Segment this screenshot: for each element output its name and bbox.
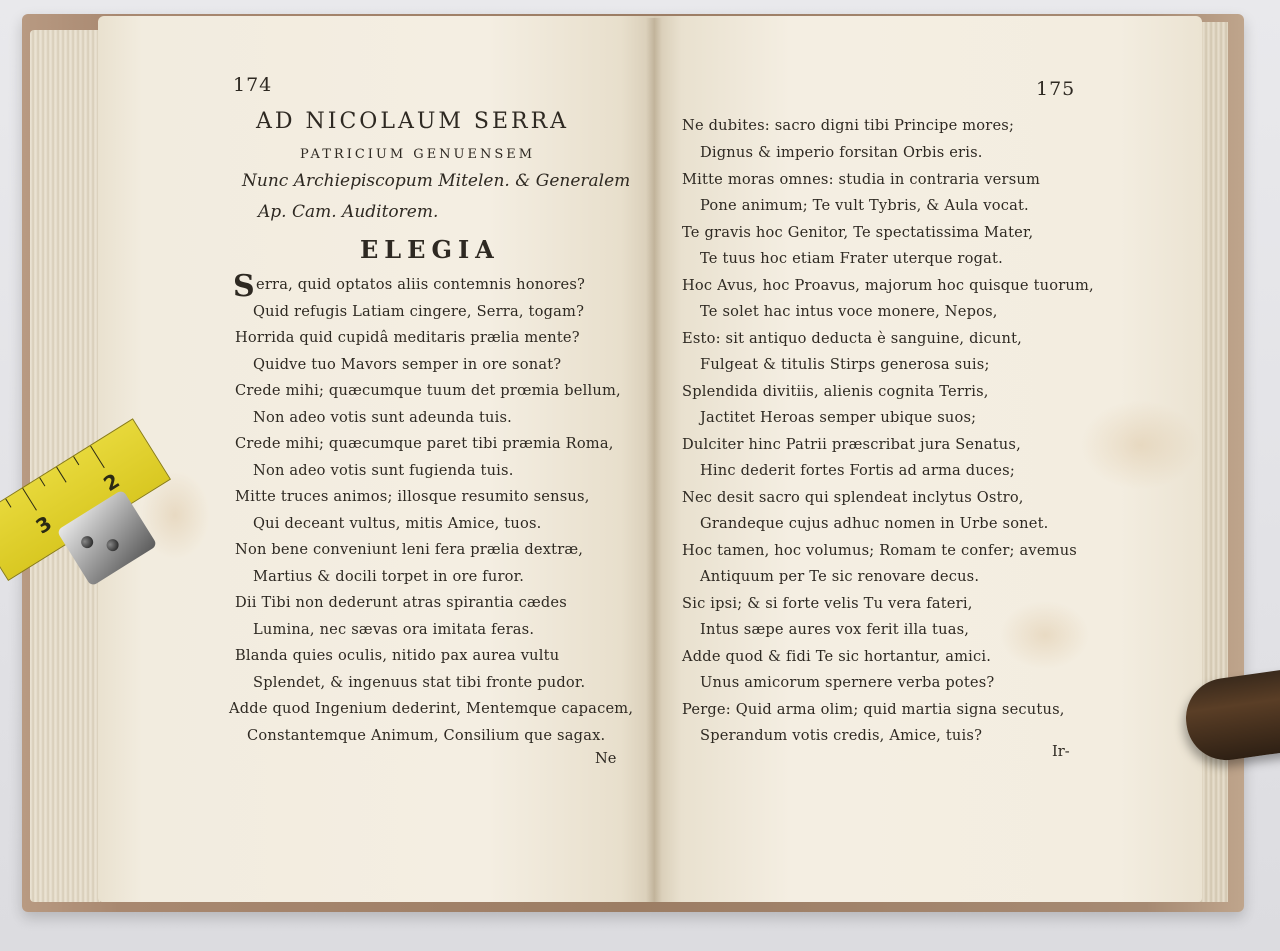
verse-line: Crede mihi; quæcumque tuum det prœmia bellum, xyxy=(235,382,621,399)
drop-cap: S xyxy=(233,269,255,304)
verse-line: Fulgeat & titulis Stirps generosa suis; xyxy=(700,356,990,373)
rivet-icon xyxy=(104,537,121,554)
verse-line: Grandeque cujus adhuc nomen in Urbe sonet. xyxy=(700,515,1049,532)
verse-line: Pone animum; Te vult Tybris, & Aula vocat. xyxy=(700,197,1029,214)
left-page-number: 174 xyxy=(233,74,273,96)
verse-line: Blanda quies oculis, nitido pax aurea vultu xyxy=(235,647,560,664)
section-heading: ELEGIA xyxy=(360,235,500,264)
tape-tick xyxy=(73,456,79,465)
tape-tick xyxy=(39,477,45,486)
verse-line: Splendet, & ingenuus stat tibi fronte pudor. xyxy=(253,674,586,691)
verse-line: Dignus & imperio forsitan Orbis eris. xyxy=(700,144,983,161)
poem-dedication-line-2: Ap. Cam. Auditorem. xyxy=(258,202,439,222)
verse-line: Dii Tibi non dederunt atras spirantia cædes xyxy=(235,594,567,611)
verse-line: Qui deceant vultus, mitis Amice, tuos. xyxy=(253,515,542,532)
verse-line: Horrida quid cupidâ meditaris prælia mente? xyxy=(235,329,580,346)
verse-line: Lumina, nec sævas ora imitata feras. xyxy=(253,621,535,638)
tape-number-3: 3 xyxy=(31,510,56,539)
verse-line: Non adeo votis sunt fugienda tuis. xyxy=(253,462,514,479)
verse-line: Sic ipsi; & si forte velis Tu vera fateri, xyxy=(682,595,973,612)
verse-line: Hoc tamen, hoc volumus; Romam te confer; avemus xyxy=(682,542,1077,559)
verse-line: Jactitet Heroas semper ubique suos; xyxy=(700,409,977,426)
poem-dedication-title: AD NICOLAUM SERRA xyxy=(256,109,570,134)
verse-line: Intus sæpe aures vox ferit illa tuas, xyxy=(700,621,970,638)
tape-number-2: 2 xyxy=(99,468,124,497)
verse-line: Te solet hac intus voce monere, Nepos, xyxy=(700,303,998,320)
verse-line: Quid refugis Latiam cingere, Serra, togam? xyxy=(253,303,585,320)
verse-line: erra, quid optatos aliis contemnis honores? xyxy=(256,276,586,293)
verse-line: Esto: sit antiquo deducta è sanguine, dicunt, xyxy=(682,330,1022,347)
verse-line: Antiquum per Te sic renovare decus. xyxy=(700,568,980,585)
tape-tick xyxy=(5,499,11,508)
verse-line: Mitte truces animos; illosque resumito sensus, xyxy=(235,488,590,505)
verse-line: Hoc Avus, hoc Proavus, majorum hoc quisque tuorum, xyxy=(682,277,1094,294)
verse-line: Nec desit sacro qui splendeat inclytus Ostro, xyxy=(682,489,1024,506)
verse-line: Hinc dederit fortes Fortis ad arma duces; xyxy=(700,462,1015,479)
page-edges-right xyxy=(1198,22,1228,902)
verse-line: Te gravis hoc Genitor, Te spectatissima Mater, xyxy=(682,224,1034,241)
verse-line: Quidve tuo Mavors semper in ore sonat? xyxy=(253,356,562,373)
rivet-icon xyxy=(79,534,96,551)
verse-line: Crede mihi; quæcumque paret tibi præmia Roma, xyxy=(235,435,614,452)
right-catchword: Ir- xyxy=(1052,743,1070,760)
poem-dedication-line-1: Nunc Archiepiscopum Mitelen. & Generalem xyxy=(242,171,631,191)
verse-line: Non bene conveniunt leni fera prælia dextræ, xyxy=(235,541,584,558)
tape-tick xyxy=(22,488,37,511)
verse-line: Non adeo votis sunt adeunda tuis. xyxy=(253,409,512,426)
stain xyxy=(1000,600,1090,670)
verse-line: Mitte moras omnes: studia in contraria versum xyxy=(682,171,1041,188)
verse-line: Unus amicorum spernere verba potes? xyxy=(700,674,995,691)
verse-line: Adde quod Ingenium dederint, Mentemque capacem, xyxy=(229,700,634,717)
right-page-number: 175 xyxy=(1036,78,1076,100)
verse-line: Splendida divitiis, alienis cognita Terris, xyxy=(682,383,989,400)
left-catchword: Ne xyxy=(595,750,617,767)
verse-line: Martius & docili torpet in ore furor. xyxy=(253,568,525,585)
tape-tick xyxy=(90,446,105,469)
book-gutter xyxy=(646,18,662,902)
verse-line: Constantemque Animum, Consilium que sagax. xyxy=(247,727,606,744)
poem-dedication-subtitle: PATRICIUM GENUENSEM xyxy=(300,147,536,162)
tape-tick xyxy=(56,467,66,483)
stain xyxy=(1080,400,1200,490)
verse-line: Te tuus hoc etiam Frater uterque rogat. xyxy=(700,250,1003,267)
verse-line: Dulciter hinc Patrii præscribat jura Senatus, xyxy=(682,436,1021,453)
verse-line: Ne dubites: sacro digni tibi Principe mores; xyxy=(682,117,1015,134)
verse-line: Perge: Quid arma olim; quid martia signa secutus, xyxy=(682,701,1065,718)
verse-line: Adde quod & fidi Te sic hortantur, amici. xyxy=(682,648,992,665)
verse-line: Sperandum votis credis, Amice, tuis? xyxy=(700,727,983,744)
